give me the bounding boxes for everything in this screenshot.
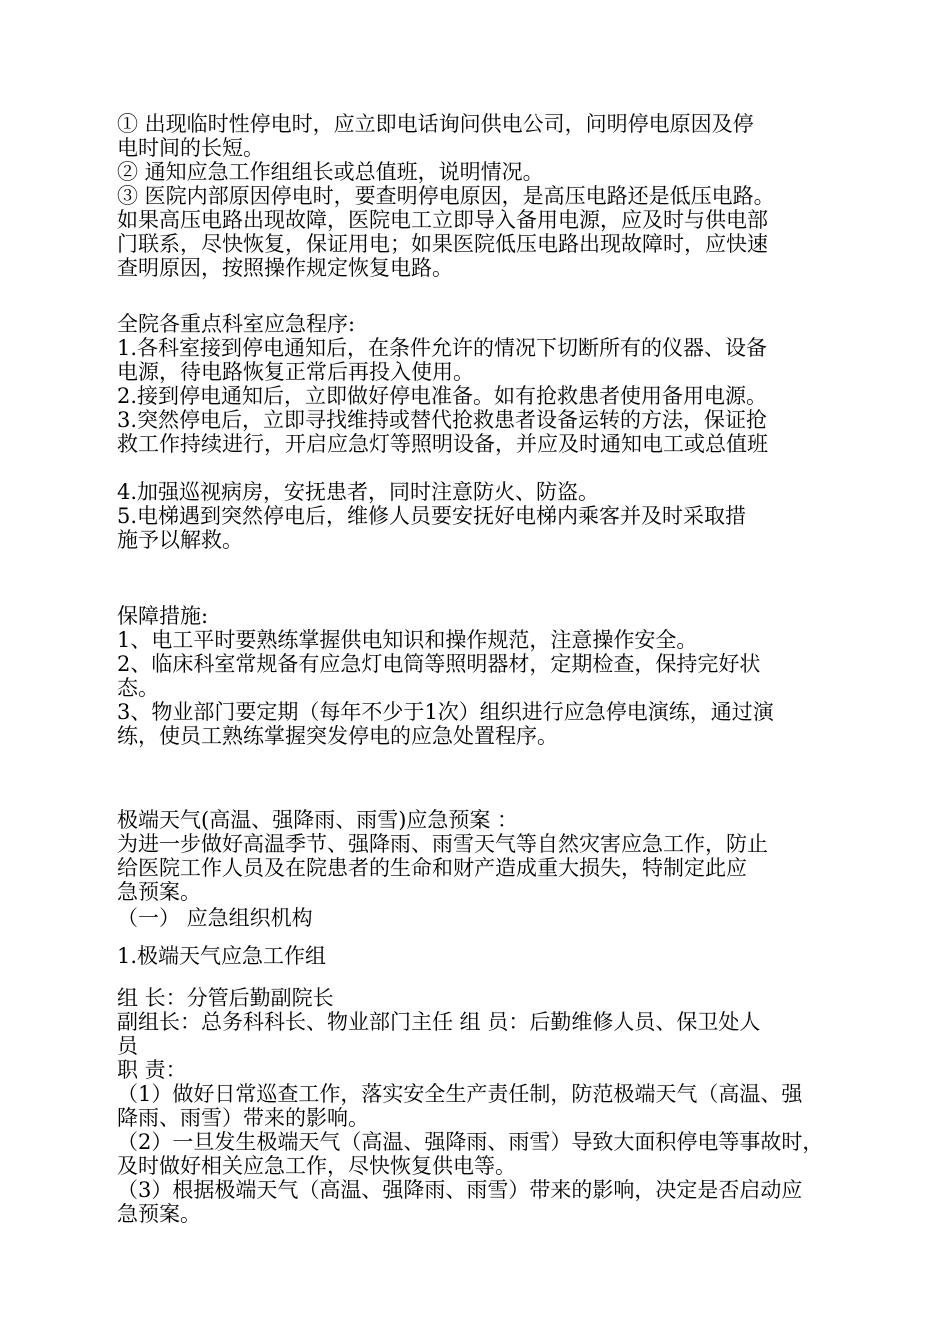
department-step-line: 电源，待电路恢复正常后再投入使用。 [117, 360, 474, 384]
group-leader: 组 长：分管后勤副院长 [117, 986, 334, 1010]
power-step-line: 查明原因，按照操作规定恢复电路。 [117, 256, 453, 280]
weather-intro-line: 急预案。 [117, 880, 201, 904]
section-heading: 极端天气(高温、强降雨、雨雪)应急预案 ： [117, 808, 519, 832]
duty-line: 急预案。 [117, 1202, 201, 1226]
sub-heading: （一） 应急组织机构 [117, 906, 313, 930]
group-members-line: 员 [117, 1034, 138, 1058]
duty-line: （3）根据极端天气（高温、强降雨、雨雪）带来的影响，决定是否启动应 [117, 1178, 803, 1202]
safeguard-line: 2、临床科室常规备有应急灯电筒等照明器材，定期检查，保持完好状 [117, 652, 761, 676]
department-step-line: 3.突然停电后，立即寻找维持或替代抢救患者设备运转的方法，保证抢 [117, 408, 768, 432]
section-heading: 保障措施: [117, 604, 209, 628]
department-step-line: 4.加强巡视病房，安抚患者，同时注意防火、防盗。 [117, 480, 600, 504]
power-step-line: 电时间的长短。 [117, 136, 264, 160]
department-step-line: 1.各科室接到停电通知后，在条件允许的情况下切断所有的仪器、设备 [117, 336, 768, 360]
duty-line: （2）一旦发生极端天气（高温、强降雨、雨雪）导致大面积停电等事故时， [117, 1130, 824, 1154]
group-title: 1.极端天气应急工作组 [117, 944, 327, 968]
safeguard-line: 练，使员工熟练掌握突发停电的应急处置程序。 [117, 724, 558, 748]
power-step-line: 门联系，尽快恢复，保证用电；如果医院低压电路出现故障时，应快速 [117, 232, 768, 256]
power-step-line: 如果高压电路出现故障，医院电工立即导入备用电源，应及时与供电部 [117, 208, 768, 232]
safeguard-line: 态。 [117, 676, 159, 700]
department-step-line: 救工作持续进行，开启应急灯等照明设备，并应及时通知电工或总值班 [117, 432, 768, 456]
duty-line: （1）做好日常巡查工作，落实安全生产责任制，防范极端天气（高温、强 [117, 1082, 803, 1106]
power-step-line: ③ 医院内部原因停电时，要查明停电原因，是高压电路还是低压电路。 [117, 184, 775, 208]
duty-line: 及时做好相关应急工作，尽快恢复供电等。 [117, 1154, 516, 1178]
safeguard-line: 1、电工平时要熟练掌握供电知识和操作规范，注意操作安全。 [117, 628, 698, 652]
safeguard-line: 3、物业部门要定期（每年不少于1次）组织进行应急停电演练，通过演 [117, 700, 774, 724]
duty-line: 降雨、雨雪）带来的影响。 [117, 1106, 369, 1130]
weather-intro-line: 为进一步做好高温季节、强降雨、雨雪天气等自然灾害应急工作，防止 [117, 832, 768, 856]
weather-intro-line: 给医院工作人员及在院患者的生命和财产造成重大损失，特制定此应 [117, 856, 747, 880]
power-step-line: ② 通知应急工作组组长或总值班，说明情况。 [117, 160, 544, 184]
department-step-line: 施予以解救。 [117, 528, 243, 552]
duty-label: 职 责： [117, 1058, 187, 1082]
department-step-line: 2.接到停电通知后，立即做好停电准备。如有抢救患者使用备用电源。 [117, 384, 768, 408]
group-members-line: 副组长：总务科科长、物业部门主任 组 员：后勤维修人员、保卫处人 [117, 1010, 761, 1034]
department-step-line: 5.电梯遇到突然停电后，维修人员要安抚好电梯内乘客并及时采取措 [117, 504, 747, 528]
power-step-line: ① 出现临时性停电时，应立即电话询问供电公司，问明停电原因及停 [117, 112, 754, 136]
section-heading: 全院各重点科室应急程序: [117, 312, 356, 336]
